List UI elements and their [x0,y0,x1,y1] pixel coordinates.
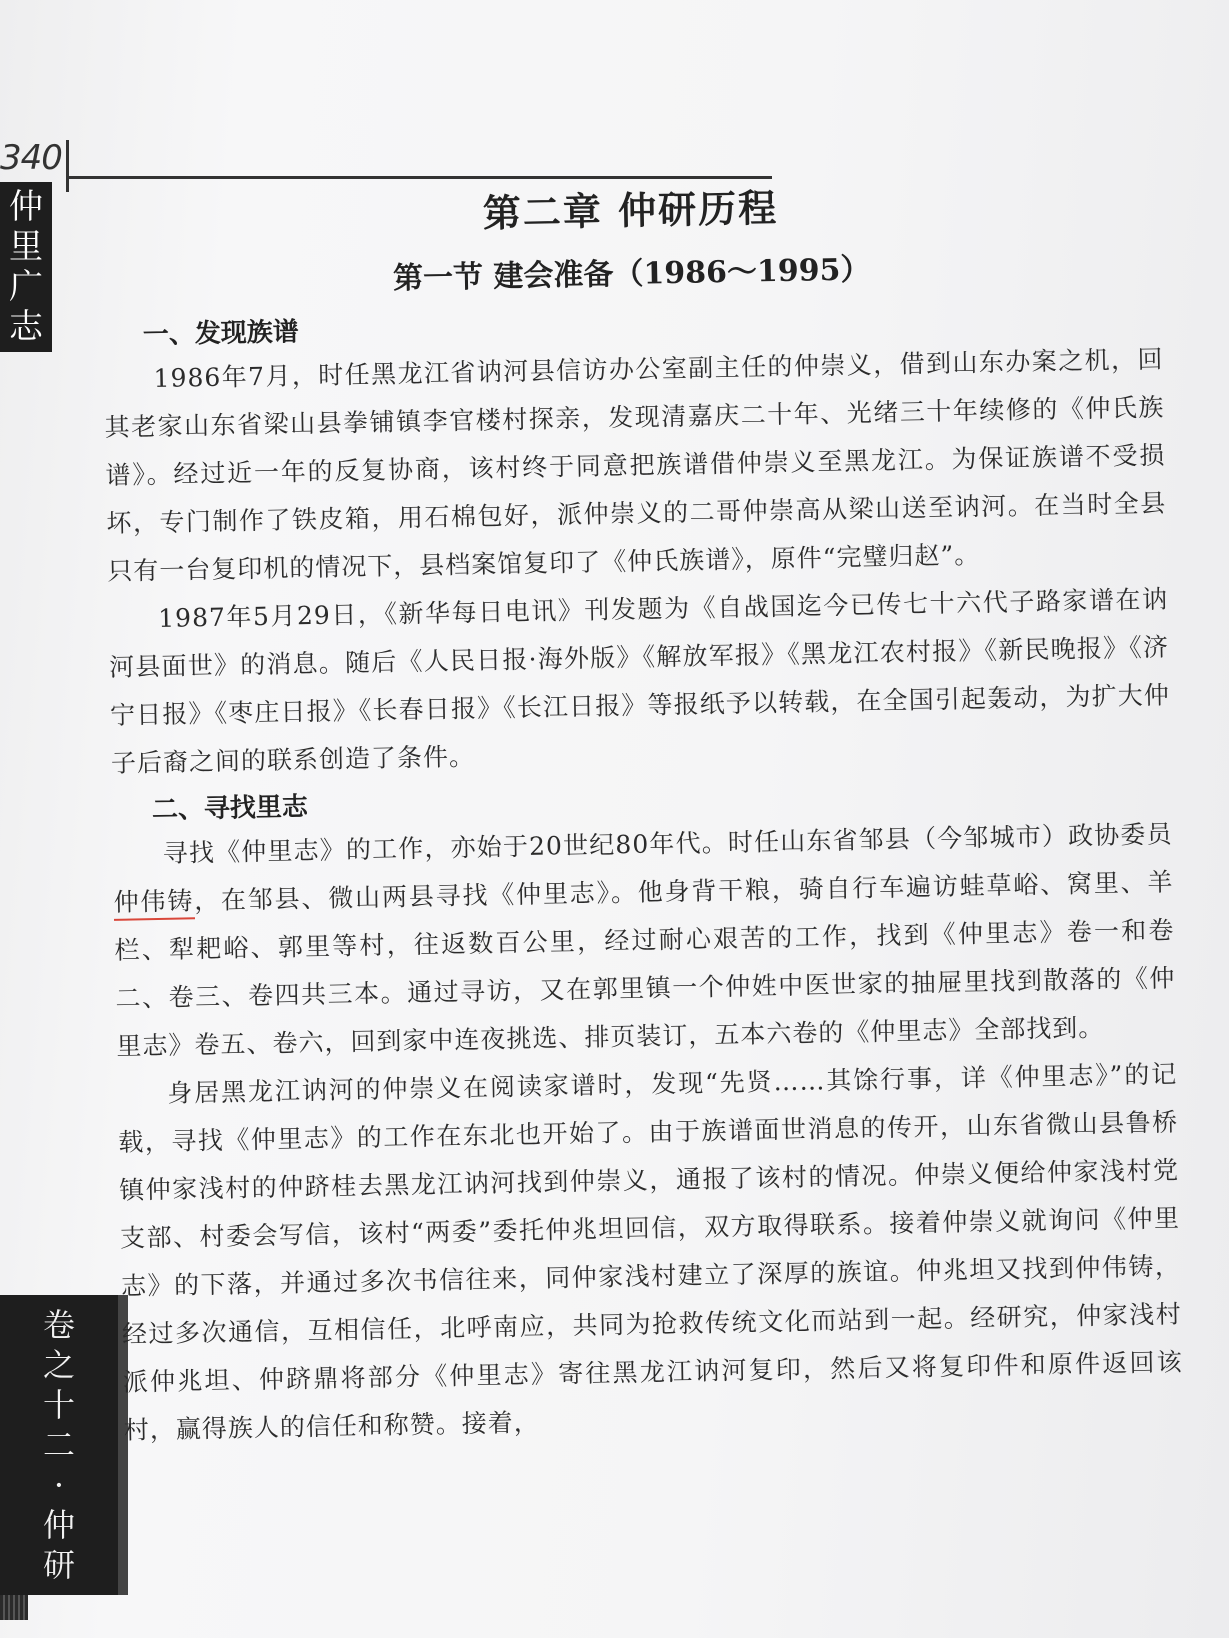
volume-char: 仲 [42,1506,75,1544]
paragraph: 身居黑龙江讷河的仲崇义在阅读家谱时，发现“先贤……其馀行事，详《仲里志》”的记载，寻找《仲里志》的工作在东北也开始了。由于族谱面世消息的传开，山东省微山县鲁桥镇仲家浅村的仲跻桂去黑龙江讷河找到仲崇义，通报了该村的情况。仲崇义便给仲家浅村党支部、村委会写信，该村“两委”委托仲兆坦回信，双方取得联系。接着仲崇义就询问《仲里志》的下落，并通过多次书信往来，同仲家浅村建立了深厚的族谊。仲兆坦又找到仲伟铸，经过多次通信，互相信任，北呼南应，共同为抢救传统文化而站到一起。经研究，仲家浅村派仲兆坦、仲跻鼎将部分《仲里志》寄往黑龙江讷河复印，然后又将复印件和原件返回该村，赢得族人的信任和称赞。接着， [118,1059,1183,1445]
volume-char: 研 [42,1546,75,1584]
page-number: 340 [0,138,62,178]
header-rule-vertical [66,140,69,192]
page-content [100,170,1184,1455]
paragraph [112,811,1176,1071]
volume-char: 十 [42,1386,75,1424]
subsection-heading: 一、发现族谱 [142,317,300,351]
paragraph-text: 寻找《仲里志》的工作，亦始于20世纪80年代。时任山东省邹县（今邹城市）政协委员 [162,819,1173,868]
underlined-name: 仲伟铸 [113,886,194,921]
book-title-tab [0,182,52,352]
paragraph: 1987年5月29日，《新华每日电讯》刊发题为《自战国迄今已传七十六代子路家谱在讷河县面世》的消息。随后《人民日报·海外版》《解放军报》《黑龙江农村报》《新民晚报》《济宁日报》《枣庄日报》《长春日报》《长江日报》等报纸予以转载，在全国引起轰动，为扩大仲子后裔之间的联系创造了条件。 [108,584,1171,778]
volume-char: · [53,1466,65,1504]
book-title-char: 仲 [9,187,43,227]
chapter-title: 第二章 仲研历程 [482,184,779,236]
volume-char: 之 [42,1346,75,1384]
section-title: 第一节 建会准备（1986～1995） [392,252,871,297]
paragraph-text: ，在邹县、微山两县寻找《仲里志》。他身背干粮，骑自行车遍访蛙草峪、窝里、羊栏、犁耙峪、郭里等村，往返数百公里，经过耐心艰苦的工作，找到《仲里志》卷一和卷二、卷三、卷四共三本。通过寻访，又在郭里镇一个仲姓中医世家的抽屉里找到散落的《仲里志》卷五、卷六，回到家中连夜挑选、排页装订，五本六卷的《仲里志》全部找到。 [114,867,1176,1061]
book-title-char: 志 [9,307,43,347]
volume-char: 卷 [42,1306,75,1344]
book-title-char: 广 [9,267,43,307]
subsection-heading: 二、寻找里志 [151,792,309,826]
volume-char: 二 [42,1426,75,1464]
paragraph: 1986年7月，时任黑龙江省讷河县信访办公室副主任的仲崇义，借到山东办案之机，回其老家山东省梁山县拳铺镇李官楼村探亲，发现清嘉庆二十年、光绪三十年续修的《仲氏族谱》。经过近一年的反复协商，该村终于同意把族谱借仲崇义至黑龙江。为保证族谱不受损坏，专门制作了铁皮箱，用石棉包好，派仲崇义的二哥仲崇高从梁山送至讷河。在当时全县只有一台复印机的情况下，县档案馆复印了《仲氏族谱》，原件“完璧归赵”。 [104,344,1167,586]
volume-tab [0,1295,128,1595]
book-title-char: 里 [9,227,43,267]
